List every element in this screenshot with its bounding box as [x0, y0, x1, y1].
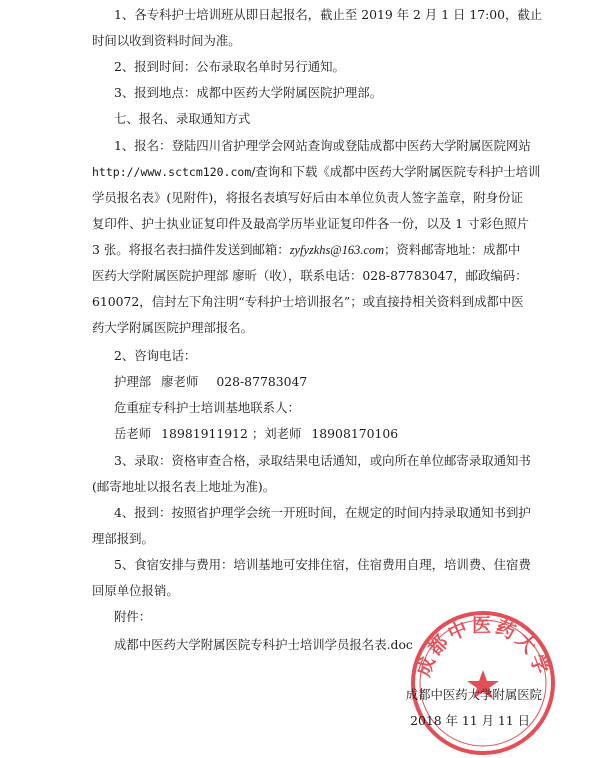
lodging-line2: 回原单位报销。: [92, 583, 179, 598]
report-location: 3、报到地点：成都中医药大学附属医院护理部。: [114, 85, 383, 100]
seal-text: 成都中医药大学: [412, 614, 554, 680]
signup-line1: 1、报名：登陆四川省护理学会网站查询或登陆成都中医药大学附属医院网站: [114, 138, 531, 153]
signup-line5-b: ；资料邮寄地址：成都中: [384, 242, 521, 257]
lodging-line1: 5、食宿安排与费用：培训基地可安排住宿，住宿费用自理，培训费、住宿费: [114, 557, 531, 572]
registration-deadline-line1: 1、各专科护士培训班从即日起报名，截止至 2019 年 2 月 1 日 17:00，截止: [114, 7, 543, 22]
contact-dept: 护理部: [114, 374, 152, 389]
section-heading: 七、报名、录取通知方式: [114, 111, 251, 126]
contact1-phone: 18981911912: [161, 426, 248, 441]
checkin-line2: 理部报到。: [92, 531, 154, 546]
signup-line8: 药大学附属医院护理部报名。: [92, 320, 254, 335]
checkin-line1: 4、报到：按照省护理学会统一开班时间，在规定的时间内持录取通知书到护: [114, 505, 531, 520]
contact2-phone: 18908170106: [311, 426, 399, 441]
signature-date: 2018 年 11 月 11 日: [410, 713, 530, 728]
contact-dept-line: [114, 373, 307, 391]
official-seal-icon: [405, 608, 558, 758]
signup-line6: 医药大学附属医院护理部 廖昕（收），联系电话：028-87783047，邮政编码：: [92, 268, 528, 283]
attachment-label: 附件：: [114, 609, 152, 624]
signup-line2-text: /查询和下载《成都中医药大学附属医院专科护士培训: [251, 164, 541, 179]
email-link[interactable]: zyfyzkhs@163.com: [289, 243, 385, 257]
contact1-name: 岳老师: [114, 426, 152, 441]
svg-text:成都中医药大学: [412, 615, 555, 680]
admission-line1: 3、录取：资格审查合格，录取结果电话通知，或向所在单位邮寄录取通知书: [114, 453, 531, 468]
website-link[interactable]: http://www.sctcm120.com: [92, 165, 252, 179]
contact-dept-phone: 028-87783047: [216, 374, 308, 389]
signup-line3: 学员报名表》(见附件)，将报名表填写好后由本单位负责人签字盖章，附身份证: [92, 190, 523, 205]
report-time: 2、报到时间：公布录取名单时另行通知。: [114, 59, 345, 74]
registration-deadline-line2: 时间以收到资料时间为准。: [92, 33, 241, 48]
base-contact-label: 危重症专科护士培训基地联系人：: [114, 400, 300, 415]
consult-label: 2、咨询电话：: [114, 348, 197, 363]
admission-line2: (邮寄地址以报名表上地址为准)。: [92, 479, 276, 494]
signature-org: 成都中医药大学附属医院: [405, 687, 542, 702]
signup-line5-a: 3 张。将报名表扫描件发送到邮箱：: [92, 242, 290, 257]
signup-line5: [92, 241, 520, 259]
signup-line7: 610072，信封左下角注明“专科护士培训报名”；或直接持相关资料到成都中医: [92, 294, 524, 309]
attachment-file-link[interactable]: 成都中医药大学附属医院专科护士培训学员报名表.doc: [114, 637, 413, 652]
contact2-name: 刘老师: [264, 426, 302, 441]
signup-line2: [92, 163, 540, 181]
contact-dept-person: 廖老师: [161, 374, 199, 389]
signup-line4: 复印件、护士执业证复印件及最高学历毕业证复印件各一份，以及 1 寸彩色照片: [92, 216, 530, 231]
base-contacts-line: 岳老师 18981911912 ；刘老师 18908170106: [114, 426, 399, 441]
